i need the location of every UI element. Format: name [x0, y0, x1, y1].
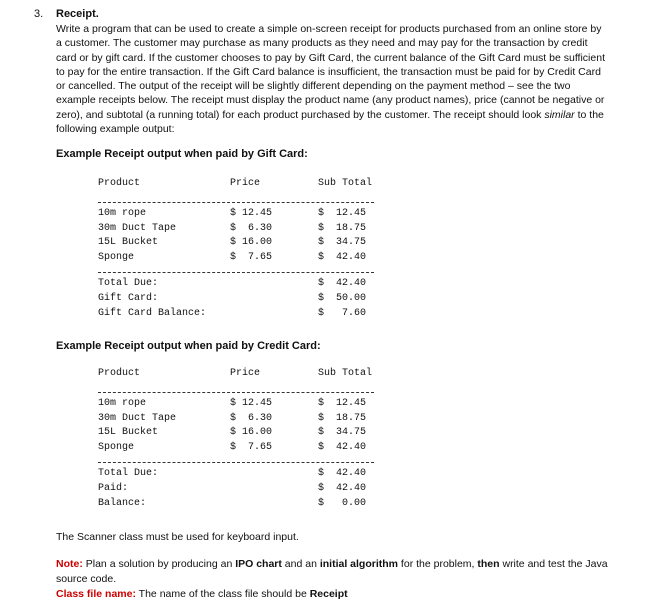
receipt-item-row: [98, 208, 374, 223]
receipt-item-row: [98, 398, 374, 413]
item-name: Sponge: [98, 251, 135, 263]
note-paragraph: [56, 557, 646, 602]
item-price: $ 12.45: [230, 208, 273, 219]
class-file-label: Class file name:: [56, 588, 136, 600]
paragraph-line: or cancelled. The output of the receipt will be slightly different depending on the payment method – see the two: [56, 80, 571, 93]
col-subtotal-header: Sub Total: [318, 178, 373, 189]
gift-card-receipt: [98, 178, 374, 322]
note-label: Note:: [56, 558, 83, 570]
total-value: $ 42.40: [318, 482, 367, 494]
note-text: write and test the Java: [499, 558, 608, 570]
total-label: Balance:: [98, 497, 147, 509]
item-price: $ 7.65: [230, 251, 273, 263]
note-text: Plan a solution by producing an: [82, 558, 236, 570]
receipt-item-row: [98, 223, 374, 238]
paragraph-line: example receipts below. The receipt must display the product name (any product names), price (cannot be negative or: [56, 94, 605, 107]
item-price: $ 12.45: [230, 398, 273, 409]
item-subtotal: $ 42.40: [318, 251, 367, 263]
item-subtotal: $ 18.75: [318, 222, 367, 234]
receipt-item-row: [98, 413, 374, 428]
item-name: 15L Bucket: [98, 237, 159, 249]
total-value: $ 50.00: [318, 292, 367, 304]
question-number: 3.: [34, 8, 44, 20]
receipt-header-row: [98, 368, 374, 384]
note-line: source code.: [56, 573, 117, 585]
note-then: then: [477, 558, 500, 570]
item-name: Sponge: [98, 441, 135, 453]
total-label: Gift Card:: [98, 292, 159, 304]
item-subtotal: $ 12.45: [318, 208, 367, 219]
item-name: 10m rope: [98, 208, 147, 219]
total-label: Gift Card Balance:: [98, 307, 207, 319]
receipt-total-row: [98, 278, 374, 293]
item-subtotal: $ 18.75: [318, 412, 367, 424]
note-ipo-chart: IPO chart: [235, 558, 282, 570]
item-price: $ 7.65: [230, 441, 273, 453]
total-label: Total Due:: [98, 278, 159, 290]
class-file-text: The name of the class file should be: [135, 588, 310, 600]
receipt-item-row: [98, 442, 374, 457]
class-file-line: [56, 587, 646, 602]
credit-card-heading: Example Receipt output when paid by Credit Card:: [56, 340, 321, 352]
paragraph-line: [56, 108, 644, 122]
item-name: 10m rope: [98, 398, 147, 409]
total-label: Total Due:: [98, 468, 159, 480]
paragraph-line: a customer. The customer may purchase as many products as they need and may pay for the transaction by credit: [56, 37, 588, 50]
receipt-total-row: [98, 293, 374, 308]
total-value: $ 42.40: [318, 468, 367, 480]
question-title: Receipt.: [56, 8, 99, 20]
item-name: 15L Bucket: [98, 427, 159, 439]
paragraph-line: to pay for the entire transaction. If the Gift Card balance is insufficient, the transaction must be paid for by Credit Card: [56, 65, 601, 78]
note-text: and an: [281, 558, 320, 570]
item-name: 30m Duct Tape: [98, 412, 177, 424]
total-value: $ 7.60: [318, 307, 367, 319]
receipt-total-row: [98, 498, 374, 513]
class-file-name: Receipt: [309, 588, 348, 600]
total-label: Paid:: [98, 482, 129, 494]
receipt-header-row: [98, 178, 374, 194]
receipt-total-row: [98, 308, 374, 323]
paragraph-line: Write a program that can be used to create a simple on-screen receipt for products purchased from an online store by: [56, 23, 602, 35]
total-value: $ 42.40: [318, 278, 367, 290]
scanner-instruction: The Scanner class must be used for keyboard input.: [56, 531, 299, 543]
receipt-item-row: [98, 427, 374, 442]
receipt-total-row: [98, 468, 374, 483]
item-name: 30m Duct Tape: [98, 222, 177, 234]
gift-card-heading: Example Receipt output when paid by Gift Card:: [56, 148, 308, 160]
item-subtotal: $ 42.40: [318, 441, 367, 453]
emphasis-similar: similar: [544, 108, 575, 121]
item-price: $ 6.30: [230, 412, 273, 424]
receipt-item-row: [98, 237, 374, 252]
item-subtotal: $ 34.75: [318, 237, 367, 249]
col-product-header: Product: [98, 178, 141, 189]
note-text: for the problem,: [398, 558, 478, 570]
question-paragraph: [56, 22, 644, 136]
item-price: $ 6.30: [230, 222, 273, 234]
paragraph-tail: to the: [574, 108, 604, 121]
col-product-header: Product: [98, 368, 141, 379]
col-price-header: Price: [230, 178, 261, 189]
credit-card-receipt: [98, 368, 374, 512]
receipt-item-row: [98, 252, 374, 267]
item-price: $ 16.00: [230, 427, 273, 439]
col-subtotal-header: Sub Total: [318, 368, 373, 379]
paragraph-line: card or by gift card. If the customer chooses to pay by Gift Card, the current balance of the Gift Card must be sufficient: [56, 51, 605, 64]
note-line: [56, 557, 646, 572]
receipt-total-row: [98, 483, 374, 498]
note-initial-algorithm: initial algorithm: [319, 558, 399, 570]
item-subtotal: $ 12.45: [318, 398, 367, 409]
paragraph-line: following example output:: [56, 123, 175, 136]
item-subtotal: $ 34.75: [318, 427, 367, 439]
item-price: $ 16.00: [230, 237, 273, 249]
paragraph-text: zero), and subtotal (a running total) for each product purchased by the customer. The receipt should look: [56, 108, 545, 121]
total-value: $ 0.00: [318, 497, 367, 509]
col-price-header: Price: [230, 368, 261, 379]
